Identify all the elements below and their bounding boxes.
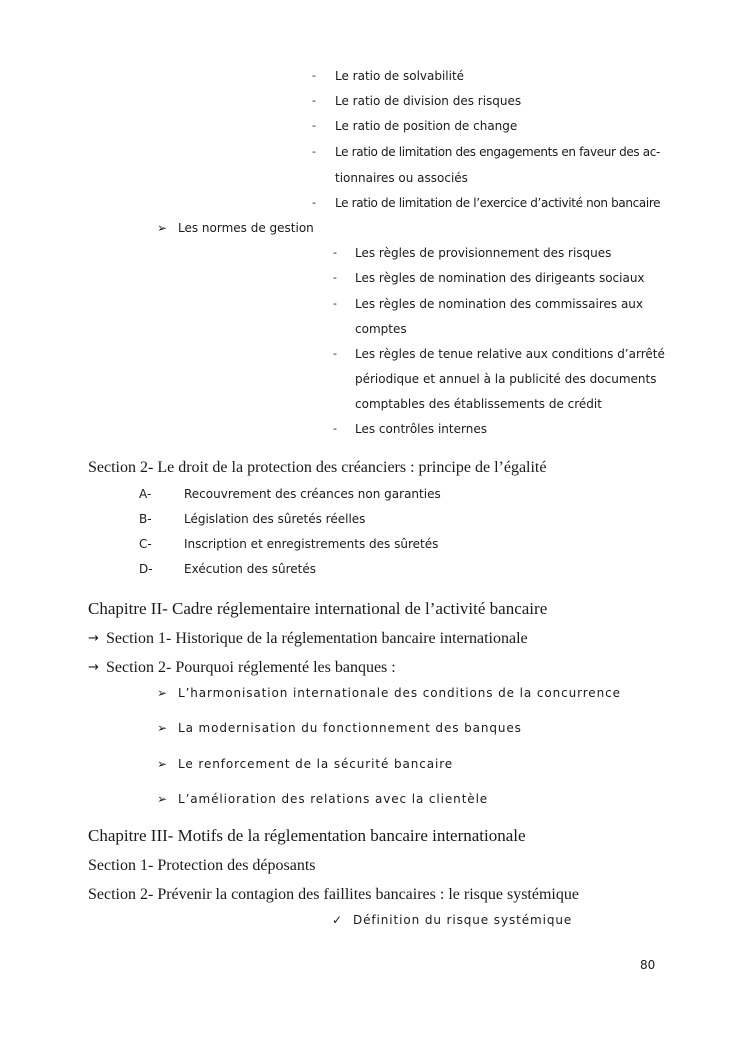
ratio-item: Le ratio de limitation des engagements en faveur des ac- <box>335 145 660 159</box>
arrowhead-bullet-icon: ➢ <box>157 221 168 235</box>
dash-marker: - <box>333 347 337 360</box>
dash-marker: - <box>312 94 316 107</box>
dash-marker: - <box>333 246 337 259</box>
dash-marker: - <box>312 145 316 158</box>
dash-marker: - <box>333 297 337 310</box>
list-letter: B- <box>139 512 152 526</box>
dash-marker: - <box>333 271 337 284</box>
section-heading: Section 1- Protection des déposants <box>88 857 316 874</box>
arrowhead-bullet-icon: ➢ <box>157 792 168 806</box>
arrowhead-bullet-icon: ➢ <box>157 757 168 771</box>
norme-item-continued: comptes <box>355 322 407 336</box>
section-heading: Section 1- Historique de la réglementation bancaire internationale <box>106 630 528 647</box>
list-item: Définition du risque systémique <box>353 913 573 927</box>
section-heading: Section 2- Le droit de la protection des créanciers : principe de l’égalité <box>88 459 547 476</box>
arrowhead-bullet-icon: ➢ <box>157 686 168 700</box>
list-item: Le renforcement de la sécurité bancaire <box>178 757 454 771</box>
dash-marker: - <box>333 422 337 435</box>
list-item: L’amélioration des relations avec la clientèle <box>178 792 489 806</box>
ratio-item: Le ratio de division des risques <box>335 94 522 108</box>
norme-item: Les contrôles internes <box>355 422 487 436</box>
list-letter: A- <box>139 487 152 501</box>
chapter-heading: Chapitre III- Motifs de la réglementation bancaire internationale <box>88 826 526 845</box>
normes-label: Les normes de gestion <box>178 221 314 235</box>
list-letter: C- <box>139 537 152 551</box>
section-heading: Section 2- Prévenir la contagion des faillites bancaires : le risque systémique <box>88 886 579 903</box>
ratio-item: Le ratio de limitation de l’exercice d’activité non bancaire <box>335 196 661 210</box>
norme-item-continued: périodique et annuel à la publicité des documents <box>355 372 657 386</box>
norme-item: Les règles de provisionnement des risques <box>355 246 612 260</box>
dash-marker: - <box>312 69 316 82</box>
list-item: Recouvrement des créances non garanties <box>184 487 441 501</box>
arrowhead-bullet-icon: ➢ <box>157 721 168 735</box>
ratio-item: Le ratio de solvabilité <box>335 69 465 83</box>
ratio-item: Le ratio de position de change <box>335 119 518 133</box>
list-letter: D- <box>139 562 153 576</box>
dash-marker: - <box>312 119 316 132</box>
checkmark-icon: ✓ <box>332 913 343 927</box>
list-item: Inscription et enregistrements des sûretés <box>184 537 439 551</box>
norme-item-continued: comptables des établissements de crédit <box>355 397 602 411</box>
page-number: 80 <box>640 958 656 972</box>
right-arrow-icon: → <box>88 660 99 675</box>
list-item: L’harmonisation internationale des conditions de la concurrence <box>178 686 621 700</box>
chapter-heading: Chapitre II- Cadre réglementaire international de l’activité bancaire <box>88 599 548 618</box>
norme-item: Les règles de nomination des commissaires aux <box>355 297 644 311</box>
list-item: Législation des sûretés réelles <box>184 512 366 526</box>
norme-item: Les règles de nomination des dirigeants sociaux <box>355 271 645 285</box>
norme-item: Les règles de tenue relative aux conditions d’arrêté <box>355 347 665 361</box>
section-heading: Section 2- Pourquoi réglementé les banques : <box>106 659 396 676</box>
ratio-item-continued: tionnaires ou associés <box>335 171 468 185</box>
list-item: Exécution des sûretés <box>184 562 317 576</box>
list-item: La modernisation du fonctionnement des banques <box>178 721 522 735</box>
right-arrow-icon: → <box>88 631 99 646</box>
dash-marker: - <box>312 196 316 209</box>
